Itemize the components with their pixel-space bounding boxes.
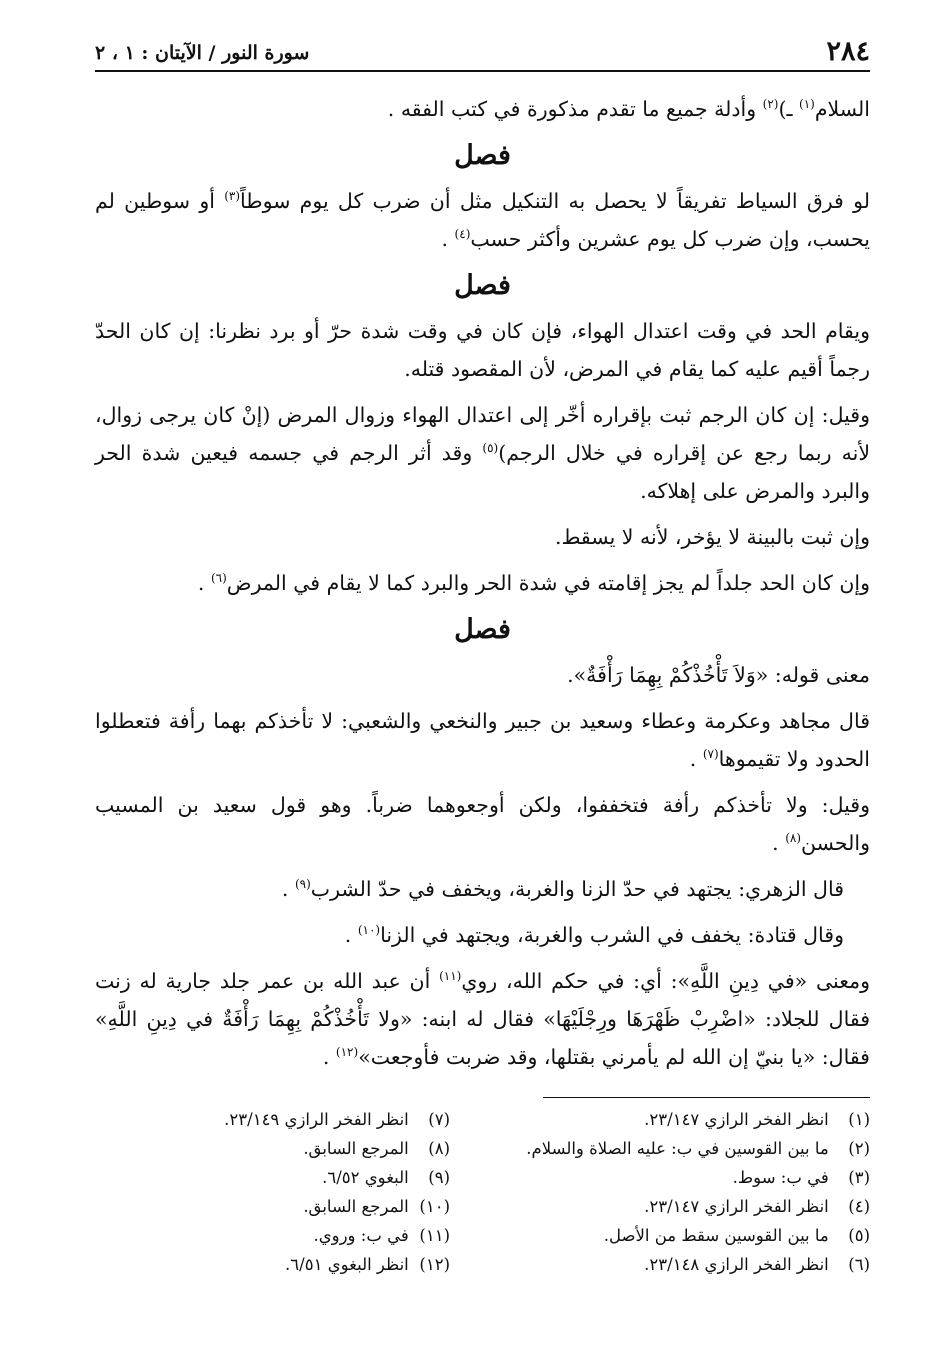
paragraph-8: قال مجاهد وعكرمة وعطاء وسعيد بن جبير والنخعي والشعبي: لا تأخذكم بهما رأفة فتعطلوا الحدود ولا تقيموها$^{(٧)}$ .	[95, 709, 870, 771]
footnote-item: (٧) انظر الفخر الرازي ٢٣/١٤٩.	[224, 1110, 450, 1129]
footnote-item: (٤) انظر الفخر الرازي ٢٣/١٤٧.	[644, 1197, 870, 1216]
paragraph-11: وقال قتادة: يخفف في الشرب والغربة، ويجتهد في الزنا$^{(١٠)}$ .	[344, 923, 844, 947]
paragraph-12: ومعنى «في دِينِ اللَّهِ»: أي: في حكم الله، روي$^{(١١)}$ أن عبد الله بن عمر جلد جارية له زنت فقال للجلاد: «اضْرِبْ ظَهْرَهَا ورِجْلَيْهَا» فقال له ابنه: «ولا تَأْخُذْكُمْ بِهِمَا رَأْفَةٌ في دِينِ اللَّهِ» فقال: «يا بنيّ إن الله لم يأمرني بقتلها، وقد ضربت فأوجعت»$^{(١٢)}$ .	[95, 969, 871, 1069]
footnote-ref-10: (١٠)	[357, 923, 381, 938]
footnote-ref-8: (٨)	[785, 831, 802, 846]
paragraph-4: وقيل: إن كان الرجم ثبت بإقراره أخّر إلى اعتدال الهواء وزوال المرض (إنْ كان يرجى زوال، لأنه ربما رجع عن إقراره في خلال الرجم)$^{(٥)}$ وقد أثر الرجم في جسمه فيعين شدة الحر والبرد والمرض على إهلاكه.	[95, 403, 871, 503]
footnote-item: (٥) ما بين القوسين سقط من الأصل.	[603, 1226, 870, 1245]
footnote-ref-9: (٩)	[294, 877, 311, 892]
paragraph-5: وإن ثبت بالبينة لا يؤخر، لأنه لا يسقط.	[554, 525, 870, 549]
footnote-ref-11: (١١)	[439, 969, 462, 984]
running-title: سورة النور / الآيتان : ١ ، ٢	[95, 42, 310, 64]
section-heading-1: فصل	[454, 140, 511, 171]
footnote-ref-7: (٧)	[702, 747, 719, 762]
footnote-ref-1: (١)	[799, 97, 815, 112]
paragraph-10: قال الزهري: يجتهد في حدّ الزنا والغربة، ويخفف في حدّ الشرب$^{(٩)}$ .	[281, 877, 844, 901]
paragraph-7: معنى قوله: «وَلاَ تَأْخُذْكُمْ بِهِمَا رَأْفَةٌ».	[567, 663, 870, 687]
main-text	[95, 90, 870, 1084]
footnote-item: (١٠) المرجع السابق.	[303, 1197, 450, 1216]
footnote-ref-5: (٥)	[482, 441, 499, 456]
paragraph-9: وقيل: ولا تأخذكم رأفة فتخففوا، ولكن أوجعوهما ضرباً. وهو قول سعيد بن المسيب والحسن$^{(٨)}$ .	[95, 793, 870, 855]
footnote-item: (٨) المرجع السابق.	[303, 1139, 450, 1158]
footnote-separator	[543, 1097, 870, 1098]
footnote-item: (٢) ما بين القوسين في ب: عليه الصلاة والسلام.	[526, 1139, 870, 1158]
page-header	[95, 36, 870, 72]
footnote-ref-2: (٢)	[762, 97, 779, 112]
footnote-ref-6: (٦)	[210, 571, 227, 586]
footnotes-left-column	[70, 1105, 450, 1279]
paragraph-3: ويقام الحد في وقت اعتدال الهواء، فإن كان في وقت شدة حرّ أو برد نظرنا: إن كان الحدّ رجماً أقيم عليه كما يقام في المرض، لأن المقصود قتله.	[95, 319, 870, 381]
footnote-ref-3: (٣)	[224, 189, 241, 204]
footnote-item: (١) انظر الفخر الرازي ٢٣/١٤٧.	[644, 1110, 870, 1129]
footnote-item: (١١) في ب: وروي.	[313, 1226, 450, 1245]
page-number: ٢٨٤	[826, 36, 870, 67]
footnote-item: (٩) البغوي ٦/٥٢.	[322, 1168, 450, 1187]
footnote-item: (٣) في ب: سوط.	[732, 1168, 870, 1187]
paragraph-2: لو فرق السياط تفريقاً لا يحصل به التنكيل مثل أن ضرب كل يوم سوطاً$^{(٣)}$ أو سوطين لم يحسب، وإن ضرب كل يوم عشرين وأكثر حسب$^{(٤)}$ .	[95, 189, 870, 251]
footnote-ref-12: (١٢)	[335, 1045, 359, 1060]
section-heading-2: فصل	[454, 270, 511, 301]
paragraph-1: السلام$^{(١)}$ ـ)$^{(٢)}$ وأدلة جميع ما تقدم مذكورة في كتب الفقه .	[387, 97, 870, 121]
paragraph-6: وإن كان الحد جلداً لم يجز إقامته في شدة الحر والبرد كما لا يقام في المرض$^{(٦)}$ .	[197, 571, 870, 595]
section-heading-3: فصل	[454, 614, 511, 645]
footnote-item: (٦) انظر الفخر الرازي ٢٣/١٤٨.	[644, 1255, 870, 1274]
footnotes-right-column	[490, 1105, 870, 1279]
footnote-item: (١٢) انظر البغوي ٦/٥١.	[285, 1255, 450, 1274]
footnote-ref-4: (٤)	[454, 227, 471, 242]
